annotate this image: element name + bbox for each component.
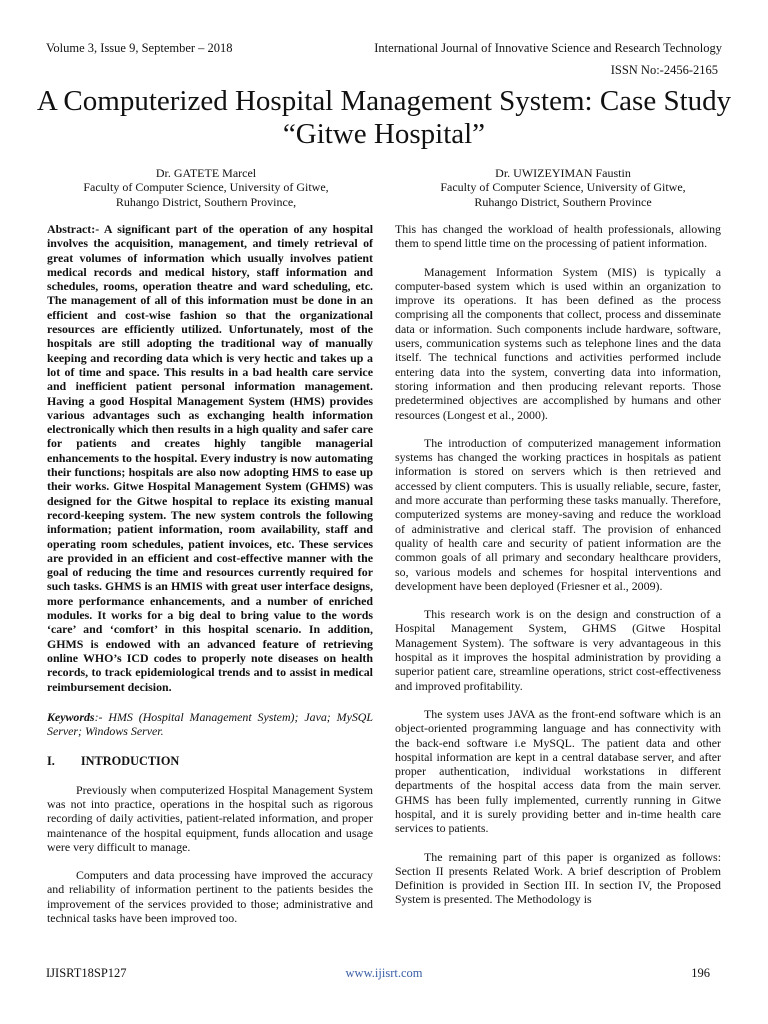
author-affiliation: Faculty of Computer Science, University of Gitwe, — [440, 180, 686, 195]
right-column — [395, 222, 721, 907]
author-name: Dr. UWIZEYIMAN Faustin — [495, 166, 631, 180]
paragraph: Management Information System (MIS) is typically a computer-based system which is used within an organization to improve its operations. It has been defined as the process comprising all the components that collect, process and disseminate data or information. Such components include hardware, software, users, communication systems such as telephone lines and the data itself. The technical functions and activities performed include entering data into the system, converting data into information, storing information and then producing relevant reports. Those predetermined objectives are accomplished by humans and other resources (Longest et al., 2000). — [395, 264, 721, 422]
keywords — [47, 710, 373, 739]
paper-code: IJISRT18SP127 — [46, 966, 127, 980]
author-block-2 — [398, 166, 728, 209]
paragraph: Computers and data processing have improved the accuracy and reliability of information pertinent to the patients besides the improvement of the services provided to those; administrative and technical tasks have been improved too. — [47, 868, 373, 926]
section-title: INTRODUCTION — [80, 754, 180, 769]
section-number: I. — [47, 754, 55, 769]
issn: ISSN No:-2456-2165 — [610, 63, 718, 77]
paragraph: The system uses JAVA as the front-end software which is an object-oriented programming language and has connectivity with the back-end software i.e MySQL. The patient data and other hospital information are kept in a central database server, and after proper authentication, individual workstations in different departments of the hospital access data from the main server. GHMS has been fully implemented, currently running in Gitwe hospital, and it is surely providing better and in-time health care services to patients. — [395, 706, 721, 836]
abstract: Abstract:- A significant part of the operation of any hospital involves the acquisition, management, and timely retrieval of great volumes of information which usually involves patient medical records and medical history, staff information and schedules, rooms, operation theatre and ward scheduling, etc. The management of all of this information must be done in an efficient and cost-wise fashion so that the organizational resources are efficiently utilized. Unfortunately, most of the hospitals are still adopting the traditional way of manually keeping and recording data which is very hectic and takes up a lot of time and space. This results in a bad health care service and inefficient patient personal information management. Having a good Hospital Management System (HMS) provides various advantages such as exchanging health information electronically which then results in a high quality and safer care for patients and creates highly tangible managerial enhancements to the hospital. Every industry is now automating their functions; hospitals are also now adopting HMS to ease up their works. Gitwe Hospital Management System (GHMS) was designed for the Gitwe hospital to replace its existing manual record-keeping system. The new system controls the following information; patient information, room availability, staff and operating room schedules, patient invoices, etc. These services are provided in an efficient and cost-effective manner with the goal of reducing the time and resources currently required for such tasks. GHMS is an HMIS with great user interface designs, more performance enhancements, and a number of enriched modules. It works for a big deal to bring value to the words ‘care’ and ‘comfort’ in this hospital scenario. In addition, GHMS is endowed with an advanced feature of retrieving online WHO’s ICD codes to properly note diseases on health records, to track epidemiological trends and to assist in medical reimbursement decision. — [47, 222, 373, 694]
author-location: Ruhango District, Southern Province, — [115, 194, 297, 209]
paper-title: A Computerized Hospital Management System: Case Study “Gitwe Hospital” — [36, 85, 732, 150]
section-heading — [47, 754, 373, 768]
author-affiliation: Faculty of Computer Science, University of Gitwe, — [83, 180, 329, 195]
paragraph: This has changed the workload of health professionals, allowing them to spend little time on the processing of patient information. — [395, 222, 721, 251]
journal-website-link[interactable]: www.ijisrt.com — [345, 966, 423, 980]
left-column — [47, 222, 373, 925]
paragraph: Previously when computerized Hospital Management System was not into practice, operations in the hospital such as rigorous recording of daily activities, patient-related information, and proper maintenance of the hospital equipment, funds allocation and usage were very difficult to manage. — [47, 782, 373, 854]
keywords-label: Keywords — [47, 709, 95, 724]
author-name: Dr. GATETE Marcel — [155, 166, 257, 180]
paragraph: This research work is on the design and construction of a Hospital Management System, GHMS (Gitwe Hospital Management System). The software is very advantageous in this hospital as it improves the hospital administration by providing a superior patient care, streamline operations, strict cost-effectiveness and improved profitability. — [395, 607, 721, 693]
paragraph: The introduction of computerized management information systems has changed the working practices in hospitals as patient information is stored on servers which is then retrieved and accessed by client computers. This is usually reliable, secure, faster, and more accurate than performing these tasks manually. Therefore, computerized systems are money-saving and reduce the workload of administrative and clerical staff. The provision of enhanced quality of health care and security of patient information are the common goals of all primary and secondary healthcare providers, so, various models and schemes for hospital interventions and development have been deployed (Friesner et al., 2009). — [395, 435, 721, 593]
paragraph: The remaining part of this paper is organized as follows: Section II presents Related Work. A brief description of Problem Definition is provided in Section III. In section IV, the Proposed System is presented. The Methodology is — [395, 849, 721, 907]
author-block-1 — [41, 166, 371, 209]
author-location: Ruhango District, Southern Province — [474, 194, 652, 209]
volume-info: Volume 3, Issue 9, September – 2018 — [46, 41, 233, 55]
keywords-text: :- HMS (Hospital Management System); Java; MySQL Server; Windows Server. — [47, 709, 373, 739]
journal-name: International Journal of Innovative Science and Research Technology — [374, 41, 722, 55]
page-number: 196 — [691, 966, 710, 980]
